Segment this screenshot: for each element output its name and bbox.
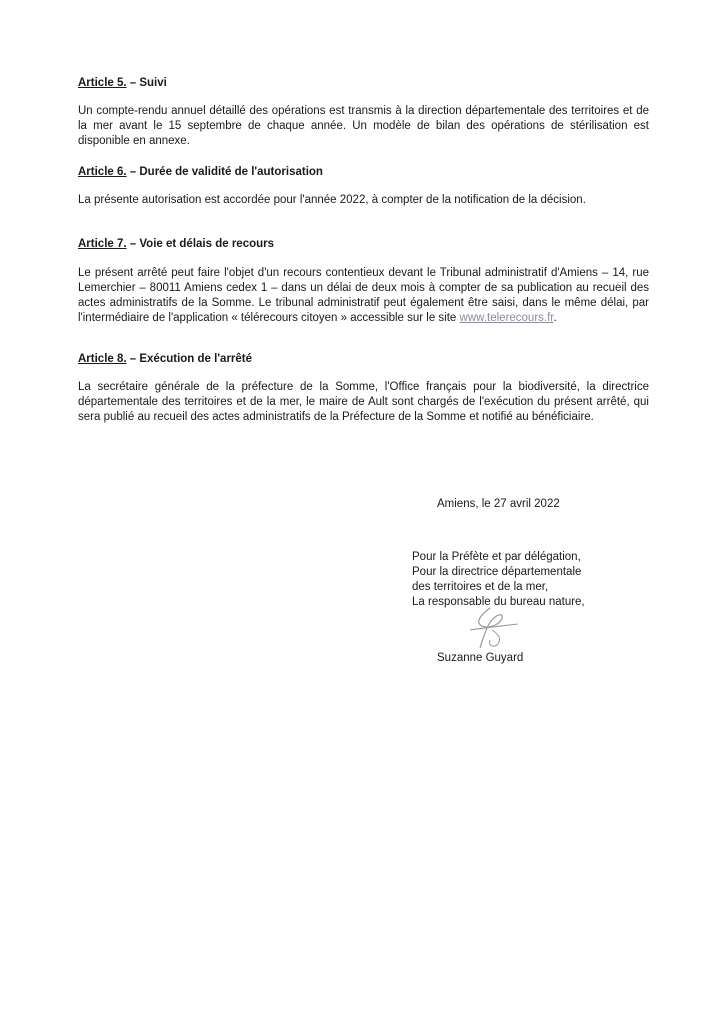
signature-line-4: La responsable du bureau nature, <box>412 596 585 608</box>
article-7-heading <box>78 237 649 251</box>
signatory-name: Suzanne Guyard <box>437 652 524 664</box>
article-8 <box>78 352 649 366</box>
place-date: Amiens, le 27 avril 2022 <box>437 498 560 510</box>
article-6-paragraph: La présente autorisation est accordée pour l'année 2022, à compter de la notification de la décision. <box>78 194 586 206</box>
article-7-number: Article 7. <box>78 238 127 250</box>
article-6-title: – Durée de validité de l'autorisation <box>126 166 323 178</box>
signature-line-2: Pour la directrice départementale <box>412 566 582 578</box>
article-7-title: – Voie et délais de recours <box>126 238 275 250</box>
article-6-number: Article 6. <box>78 166 127 178</box>
signature-line-3: des territoires et de la mer, <box>412 581 549 593</box>
signature-delegation <box>412 550 585 610</box>
article-5-number: Article 5. <box>78 77 127 89</box>
article-8-body <box>78 380 649 425</box>
article-6 <box>78 165 649 179</box>
article-6-heading <box>78 165 649 179</box>
article-8-heading <box>78 352 649 366</box>
article-5-heading <box>78 76 649 90</box>
article-6-body <box>78 193 649 208</box>
article-7-paragraph <box>78 266 649 326</box>
article-7-text: Le présent arrêté peut faire l'objet d'un recours contentieux devant le Tribunal administratif d'Amiens – 14, rue Lemerchier – 80011 Amiens cedex 1 – dans un délai de deux mois à compter de sa publication au recueil des actes administratifs de la Somme. Le tribunal administratif peut également être saisi, dans le même délai, par l'intermédiaire de l'application « télérecours citoyen » accessible sur le site <box>78 267 649 324</box>
telerecours-link[interactable]: www.telerecours.fr <box>459 312 554 324</box>
article-7-link-suffix: . <box>553 312 557 324</box>
article-5 <box>78 76 649 90</box>
article-8-title: – Exécution de l'arrêté <box>126 353 253 365</box>
article-5-body <box>78 104 649 149</box>
signature-line-1: Pour la Préfète et par délégation, <box>412 551 581 563</box>
article-7-body <box>78 266 649 326</box>
handwritten-signature <box>452 604 532 652</box>
article-5-title: – Suivi <box>126 77 167 89</box>
article-8-number: Article 8. <box>78 353 127 365</box>
article-5-paragraph: Un compte-rendu annuel détaillé des opérations est transmis à la direction départementale des territoires et de la mer avant le 15 septembre de chaque année. Un modèle de bilan des opérations de stérilisation est disponible en annexe. <box>78 105 649 147</box>
article-7 <box>78 237 649 251</box>
article-8-paragraph: La secrétaire générale de la préfecture de la Somme, l'Office français pour la biodiversité, la directrice départementale des territoires et de la mer, le maire de Ault sont chargés de l'exécution du présent arrêté, qui sera publié au recueil des actes administratifs de la Préfecture de la Somme et notifié au bénéficiaire. <box>78 381 649 423</box>
